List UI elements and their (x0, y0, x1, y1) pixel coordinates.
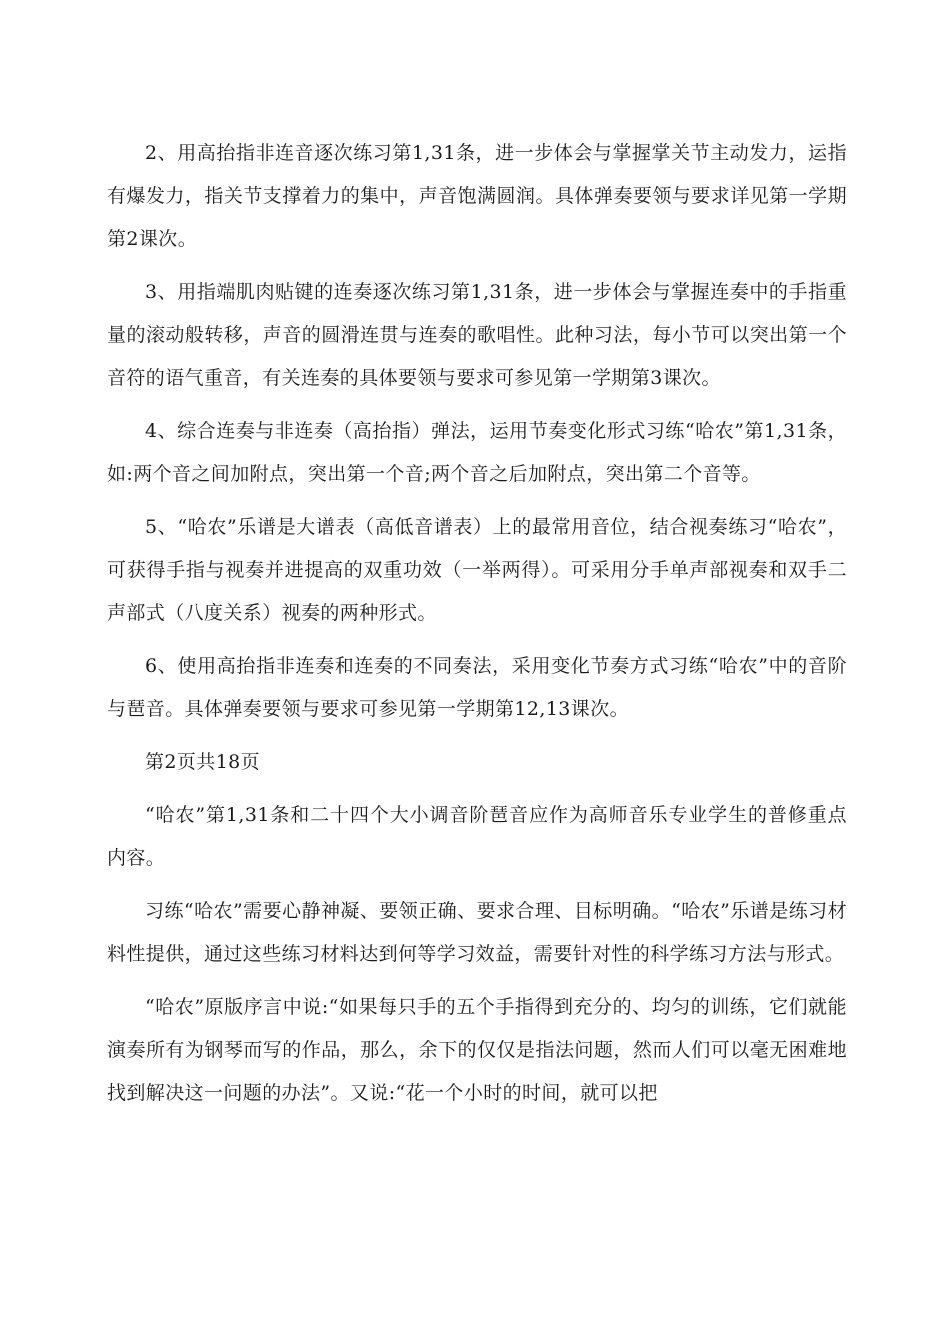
page-number-marker: 第2页共18页 (145, 751, 261, 773)
paragraph-item-3: 3、用指端肌肉贴键的连奏逐次练习第1,31条，进一步体会与掌握连奏中的手指重量的滚动般转移，声音的圆滑连贯与连奏的歌唱性。此种习法，每小节可以突出第一个音符的语气重音，有关连奏的具体要领与要求可参见第一学期第3课次。 (107, 281, 847, 389)
paragraph-item-5: 5、“哈农”乐谱是大谱表（高低音谱表）上的最常用音位，结合视奏练习“哈农”，可获得手指与视奏并进提高的双重功效（一举两得）。可采用分手单声部视奏和双手二声部式（八度关系）视奏的两种形式。 (107, 516, 847, 624)
paragraph-hanon-key-content: “哈农”第1,31条和二十四个大小调音阶琶音应作为高师音乐专业学生的普修重点内容。 (107, 804, 847, 869)
paragraph-hanon-preface: “哈农”原版序言中说:“如果每只手的五个手指得到充分的、均匀的训练，它们就能演奏所有为钢琴而写的作品，那么，余下的仅仅是指法问题，然而人们可以毫无困难地找到解决这一问题的办法”。又说:“花一个小时的时间，就可以把 (107, 996, 847, 1104)
paragraph-item-6: 6、使用高抬指非连奏和连奏的不同奏法，采用变化节奏方式习练“哈农”中的音阶与琶音。具体弹奏要领与要求可参见第一学期第12,13课次。 (107, 655, 847, 720)
paragraph-hanon-practice: 习练“哈农”需要心静神凝、要领正确、要求合理、目标明确。“哈农”乐谱是练习材料性提供，通过这些练习材料达到何等学习效益，需要针对性的科学练习方法与形式。 (107, 900, 847, 965)
paragraph-item-4: 4、综合连奏与非连奏（高抬指）弹法，运用节奏变化形式习练“哈农”第1,31条，如:两个音之间加附点，突出第一个音;两个音之后加附点，突出第二个音等。 (107, 420, 847, 485)
document-body (107, 132, 847, 1125)
paragraph-item-2: 2、用高抬指非连音逐次练习第1,31条，进一步体会与掌握掌关节主动发力，运指有爆发力，指关节支撑着力的集中，声音饱满圆润。具体弹奏要领与要求详见第一学期第2课次。 (107, 142, 847, 250)
